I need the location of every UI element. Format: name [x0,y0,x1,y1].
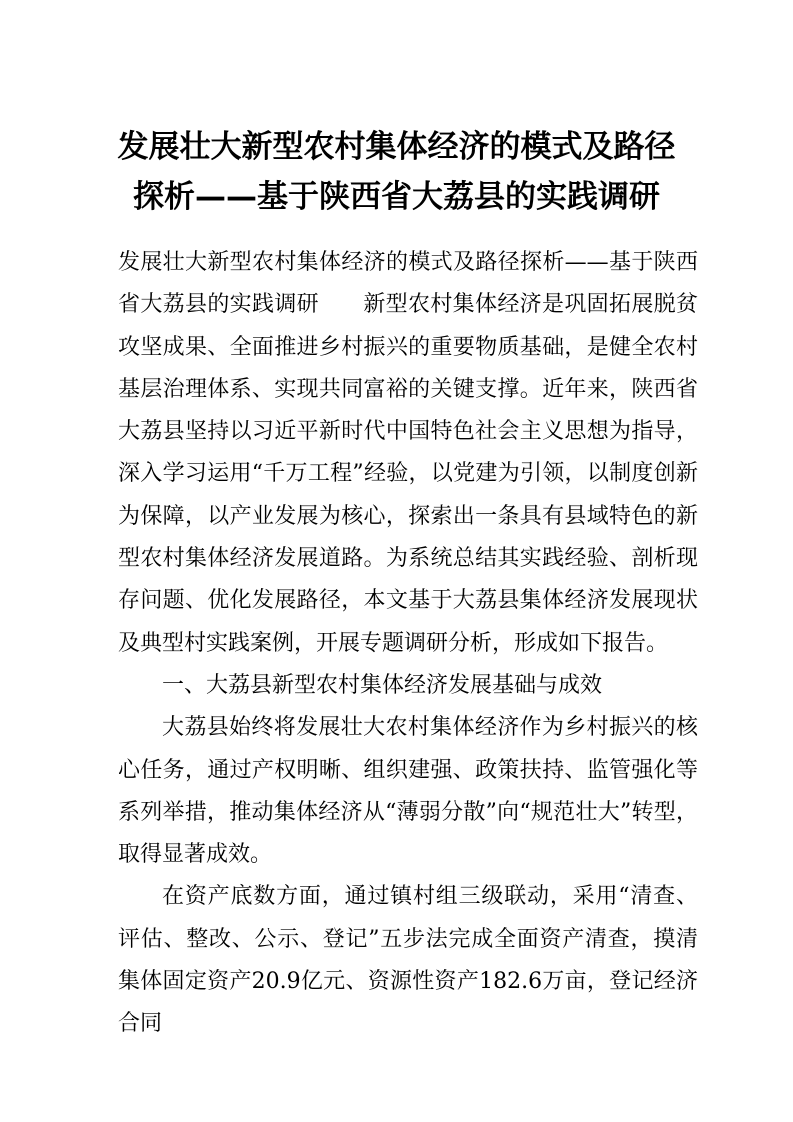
document-title-line-2: 探析——基于陕西省大荔县的实践调研 [133,179,660,215]
section-1-heading: 一、大荔县新型农村集体经济发展基础与成效 [162,672,603,698]
intro-paragraph [118,242,698,665]
section-1-paragraph-1: 大荔县始终将发展壮大农村集体经济作为乡村振兴的核心任务，通过产权明晰、组织建强、政策扶持、监管强化等系列举措，推动集体经济从“薄弱分散”向“规范壮大”转型，取得显著成效。 [118,715,698,868]
section-1-paragraph-2: 在资产底数方面，通过镇村组三级联动，采用“清查、评估、整改、公示、登记”五步法完成全面资产清查，摸清集体固定资产20.9亿元、资源性资产182.6万亩，登记经济合同 [118,884,698,1037]
document-body [118,242,698,1046]
intro-lead: 发展壮大新型农村集体经济的模式及路径探析——基于陕西省大荔县的实践调研 [118,250,698,318]
intro-body: 新型农村集体经济是巩固拓展脱贫攻坚成果、全面推进乡村振兴的重要物质基础，是健全农村基层治理体系、实现共同富裕的关键支撑。近年来，陕西省大荔县坚持以习近平新时代中国特色社会主义思想为指导，深入学习运用“千万工程”经验，以党建为引领，以制度创新为保障，以产业发展为核心，探索出一条具有县域特色的新型农村集体经济发展道路。为系统总结其实践经验、剖析现存问题、优化发展路径，本文基于大荔县集体经济发展现状及典型村实践案例，开展专题调研分析，形成如下报告。 [118,292,698,656]
document-title-line-1: 发展壮大新型农村集体经济的模式及路径 [117,129,676,165]
